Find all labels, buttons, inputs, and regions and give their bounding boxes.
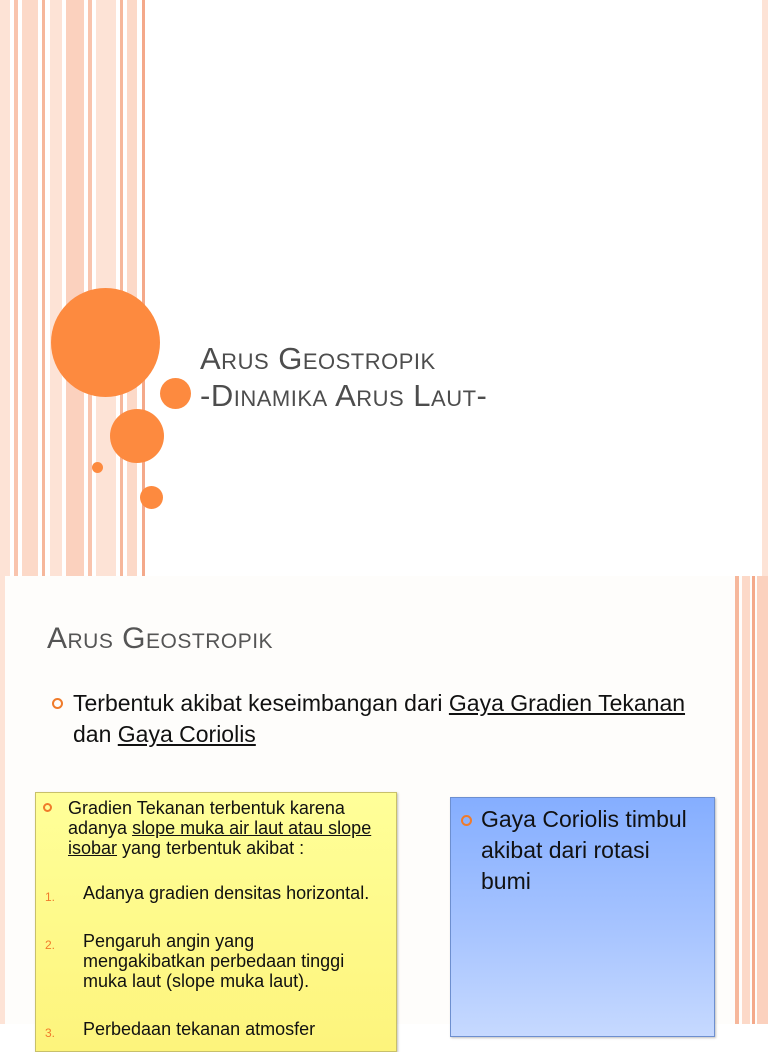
list-number: 3. xyxy=(45,1026,56,1040)
text-segment: yang terbentuk akibat : xyxy=(117,838,305,858)
decor-stripe xyxy=(762,0,768,576)
pressure-gradient-box xyxy=(35,792,397,1052)
text-segment: Terbentuk akibat keseimbangan dari xyxy=(73,690,449,716)
list-item xyxy=(41,931,381,991)
decor-stripe xyxy=(14,0,18,576)
term-link[interactable]: Gaya Gradien Tekanan xyxy=(448,690,686,716)
decor-stripe xyxy=(88,0,92,576)
circle-bullet-icon xyxy=(52,698,63,709)
main-bullet-text xyxy=(50,688,690,750)
list-item-text: Pengaruh angin yang mengakibatkan perbedaan tinggi muka laut (slope muka laut). xyxy=(83,931,345,991)
coriolis-box xyxy=(450,797,715,1037)
decor-stripe xyxy=(42,0,45,576)
term-link[interactable]: slope muka air laut atau slope isobar xyxy=(68,818,372,858)
box-bullet xyxy=(459,804,689,897)
list-number: 1. xyxy=(45,890,56,904)
decor-stripe xyxy=(752,576,755,1024)
decor-circle-small xyxy=(140,486,163,509)
decor-circle-large xyxy=(51,288,160,397)
slide-title xyxy=(200,340,487,414)
circle-bullet-icon xyxy=(43,803,52,812)
decor-stripe xyxy=(127,0,137,576)
decor-stripe xyxy=(22,0,38,576)
content-slide xyxy=(0,576,768,1040)
list-item-text: Adanya gradien densitas horizontal. xyxy=(83,883,370,903)
term-link[interactable]: Gaya Coriolis xyxy=(117,721,256,747)
decor-stripe xyxy=(0,576,5,1024)
slide-heading: Arus Geostropik xyxy=(47,622,274,655)
list-item xyxy=(41,883,381,903)
text-segment: dan xyxy=(73,721,118,747)
decor-stripe xyxy=(0,0,10,576)
box-bullet xyxy=(41,798,381,858)
text-segment: Gradien Tekanan terbentuk karena adanya xyxy=(68,798,345,838)
decor-circle-small xyxy=(160,378,191,409)
decor-stripe xyxy=(757,576,768,1024)
list-item-text: Perbedaan tekanan atmosfer xyxy=(83,1019,316,1039)
decor-circle-medium xyxy=(110,409,164,463)
decor-stripe xyxy=(66,0,84,576)
decor-circle-tiny xyxy=(92,462,103,473)
decor-stripe xyxy=(50,0,62,576)
circle-bullet-icon xyxy=(461,815,472,826)
decor-stripe xyxy=(120,0,123,576)
box-bullet-text: Gaya Coriolis timbul akibat dari rotasi bumi xyxy=(481,806,687,894)
list-item xyxy=(41,1019,381,1039)
title-line-1: Arus Geostropik xyxy=(200,341,436,376)
list-number: 2. xyxy=(45,938,56,952)
box-bullet-text xyxy=(41,798,381,858)
decor-stripe xyxy=(742,576,750,1024)
title-line-2: -Dinamika Arus Laut- xyxy=(200,378,488,413)
decor-stripe xyxy=(735,576,739,1024)
main-bullet xyxy=(50,688,690,750)
